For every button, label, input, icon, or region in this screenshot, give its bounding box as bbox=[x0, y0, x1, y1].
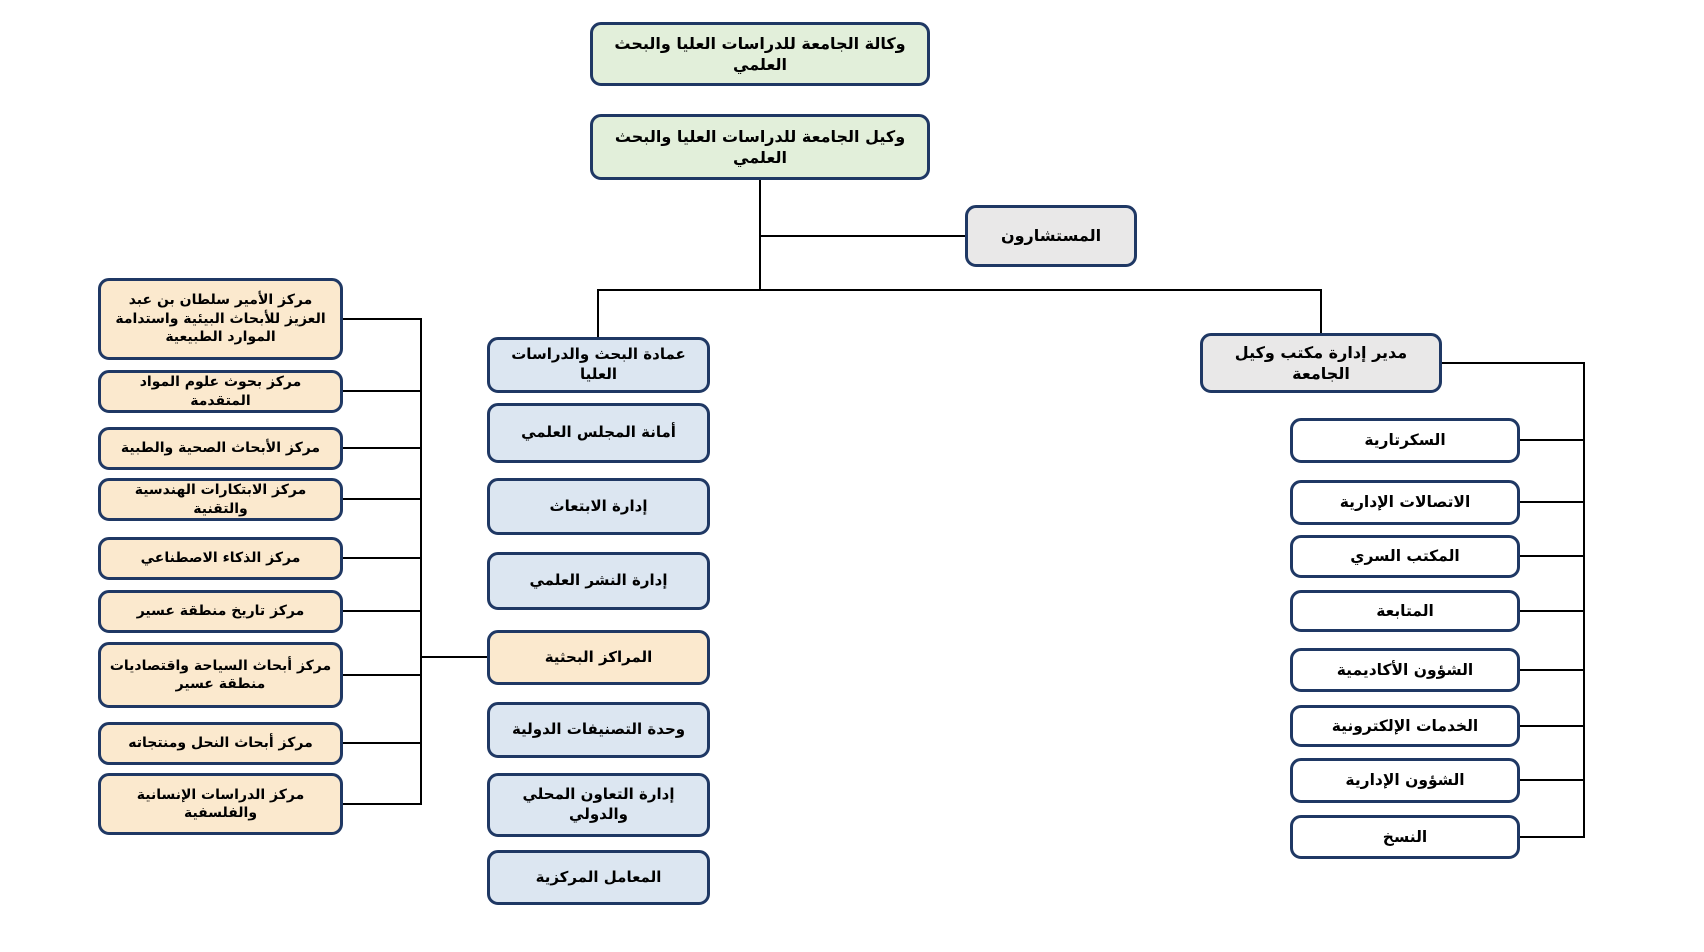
connector-centers-spine bbox=[420, 318, 422, 805]
connector-center-stub-8 bbox=[343, 742, 420, 744]
box-center-advanced-materials: مركز بحوث علوم المواد المتقدمة bbox=[98, 370, 343, 413]
connector-center-stub-1 bbox=[343, 318, 420, 320]
box-international-rankings-unit: وحدة التصنيفات الدولية bbox=[487, 702, 710, 758]
connector-center-stub-4 bbox=[343, 498, 420, 500]
box-center-bee-research: مركز أبحاث النحل ومنتجاته bbox=[98, 722, 343, 765]
box-university-vice-rector: وكيل الجامعة للدراسات العليا والبحث العلمي bbox=[590, 114, 930, 180]
connector-office-stub-2 bbox=[1520, 501, 1583, 503]
box-central-labs: المعامل المركزية bbox=[487, 850, 710, 905]
connector-office-stub-1 bbox=[1520, 439, 1583, 441]
box-scholarship-dept: إدارة الابتعاث bbox=[487, 478, 710, 535]
connector-center-stub-5 bbox=[343, 557, 420, 559]
connector-deanship-drop bbox=[597, 289, 599, 337]
connector-office-stub-3 bbox=[1520, 555, 1583, 557]
box-confidential-office: المكتب السري bbox=[1290, 535, 1520, 578]
box-center-humanities-philosophy: مركز الدراسات الإنسانية والفلسفية bbox=[98, 773, 343, 835]
connector-advisors bbox=[759, 235, 965, 237]
connector-center-stub-7 bbox=[343, 674, 420, 676]
box-scientific-publishing-dept: إدارة النشر العلمي bbox=[487, 552, 710, 610]
box-center-health-medical-research: مركز الأبحاث الصحية والطبية bbox=[98, 427, 343, 470]
box-office-director: مدير إدارة مكتب وكيل الجامعة bbox=[1200, 333, 1442, 393]
connector-office-stub-5 bbox=[1520, 669, 1583, 671]
box-center-asir-history: مركز تاريخ منطقة عسير bbox=[98, 590, 343, 633]
box-electronic-services: الخدمات الإلكترونية bbox=[1290, 705, 1520, 747]
connector-center-stub-6 bbox=[343, 610, 420, 612]
connector-branch-horizontal bbox=[597, 289, 1322, 291]
connector-office-stub-6 bbox=[1520, 725, 1583, 727]
connector-office-spine bbox=[1583, 362, 1585, 838]
connector-center-stub-2 bbox=[343, 390, 420, 392]
connector-office-stub-8 bbox=[1520, 836, 1583, 838]
connector-office-stub-4 bbox=[1520, 610, 1583, 612]
box-admin-communications: الاتصالات الإدارية bbox=[1290, 480, 1520, 525]
box-copying: النسخ bbox=[1290, 815, 1520, 859]
box-local-international-cooperation-dept: إدارة التعاون المحلي والدولي bbox=[487, 773, 710, 837]
box-center-artificial-intelligence: مركز الذكاء الاصطناعي bbox=[98, 537, 343, 580]
connector-center-stub-3 bbox=[343, 447, 420, 449]
box-research-centers: المراكز البحثية bbox=[487, 630, 710, 685]
box-advisors: المستشارون bbox=[965, 205, 1137, 267]
box-secretariat: السكرتارية bbox=[1290, 418, 1520, 463]
box-deanship-research-graduate-studies: عمادة البحث والدراسات العليا bbox=[487, 337, 710, 393]
box-center-prince-sultan-environment: مركز الأمير سلطان بن عبد العزيز للأبحاث البيئية واستدامة الموارد الطبيعية bbox=[98, 278, 343, 360]
box-follow-up: المتابعة bbox=[1290, 590, 1520, 632]
connector-office-stub-7 bbox=[1520, 779, 1583, 781]
box-academic-affairs: الشؤون الأكاديمية bbox=[1290, 648, 1520, 692]
box-university-agency: وكالة الجامعة للدراسات العليا والبحث العلمي bbox=[590, 22, 930, 86]
box-center-engineering-tech-innovations: مركز الابتكارات الهندسية والتقنية bbox=[98, 478, 343, 521]
connector-research-centers-link bbox=[420, 656, 487, 658]
box-scientific-council-secretariat: أمانة المجلس العلمي bbox=[487, 403, 710, 463]
connector-office-drop bbox=[1320, 289, 1322, 333]
box-administrative-affairs: الشؤون الإدارية bbox=[1290, 758, 1520, 803]
connector-center-stub-9 bbox=[343, 803, 420, 805]
connector-office-head-link bbox=[1442, 362, 1583, 364]
box-center-tourism-economics-asir: مركز أبحاث السياحة واقتصاديات منطقة عسير bbox=[98, 642, 343, 708]
